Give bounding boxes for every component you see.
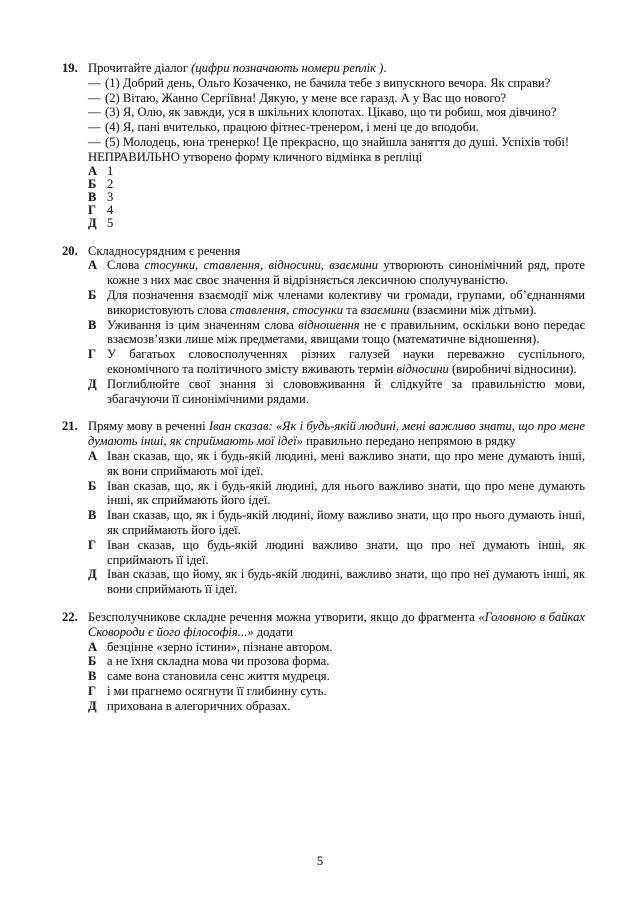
dialog (88, 76, 585, 150)
answer-option-h (88, 538, 585, 568)
question-stem: НЕПРАВИЛЬНО утворено форму кличного відмінка в репліці (88, 149, 423, 164)
option-letter: Д (88, 216, 97, 231)
dialog-line (88, 105, 585, 120)
question-21 (62, 419, 585, 597)
option-letter: В (88, 508, 97, 523)
answer-option-a (88, 165, 585, 178)
option-text: 4 (107, 203, 114, 218)
option-text: Поглиблюйте свої знання зі слововживання й слідкуйте за правильністю мови, збагачуючи її синонімічними рядами. (107, 376, 585, 406)
question-stem: Складносурядним є речення (88, 243, 241, 258)
dialog-text: (2) Вітаю, Жанно Сергіївна! Дякую, у мене все гаразд. А у Вас що нового? (105, 90, 507, 105)
option-text: Уживання із цим значенням слова відношення не є правильним, оскільки воно передає взаємозв’язки лише між предметами, явищами тощо (математичне відношення). (107, 317, 586, 347)
option-text: Іван сказав, що, як і будь-якій людині, мені важливо знати, що про мене думають інші, як вони сприймають мої ідеї. (107, 448, 585, 478)
answer-options (88, 165, 585, 231)
dialog-line (88, 91, 585, 106)
option-text: прихована в алегоричних образах. (107, 698, 291, 713)
option-text: Іван сказав, що йому, як і будь-якій людині, важливо знати, що про неї думають інші, як вони сприймають її ідеї. (107, 567, 585, 597)
option-letter: А (88, 163, 98, 178)
option-text: Для позначення взаємодії між членами колективу чи громади, групами, об’єднаннями використовують слова ставлення, стосунки та взаємини (взаємини між дітьми). (107, 287, 585, 317)
option-text: Слова стосунки, ставлення, відносини, взаємини утворюють синонімічний ряд, проте кожне з них має своє значення й відрізняється лексичною сполучуваністю. (107, 258, 585, 288)
option-letter: Г (88, 683, 97, 698)
dialog-text: (5) Молодець, юна тренерко! Це прекрасно, що знайшла заняття до душі. Успіхів тобі! (105, 134, 570, 149)
page-number: 5 (316, 854, 324, 869)
dialog-text: (3) Я, Олю, як завжди, уся в шкільних клопотах. Цікаво, що ти робиш, моя дівчино? (105, 105, 557, 120)
answer-option-d (88, 217, 585, 230)
answer-option-b (88, 288, 585, 318)
answer-option-h (88, 347, 585, 377)
answer-option-v (88, 508, 585, 538)
answer-options (88, 640, 585, 714)
option-text: 2 (107, 176, 114, 191)
answer-option-v (88, 191, 585, 204)
dialog-dash: — (88, 134, 101, 149)
option-text: У багатьох словосполученнях різних галузей науки переважно суспільного, економічного та політичного змісту вживають термін відносини (виробничі відносини). (107, 347, 585, 376)
answer-option-a (88, 640, 585, 655)
answer-option-v (88, 669, 585, 684)
answer-options (88, 449, 585, 597)
option-text: а не їхня складна мова чи прозова форма. (107, 654, 330, 669)
option-letter: Г (88, 537, 97, 552)
option-letter: Б (88, 176, 97, 191)
option-letter: Г (88, 203, 97, 218)
option-text: Іван сказав, що, як і будь-якій людині, йому важливо знати, що про нього думають інші, як сприймають його ідеї. (107, 508, 585, 537)
answer-options (88, 258, 585, 406)
dialog-text: (4) Я, пані вчителько, працюю фітнес-тренером, і мені це до вподоби. (105, 120, 479, 135)
answer-option-b (88, 479, 585, 509)
option-letter: Г (88, 347, 97, 362)
dialog-dash: — (88, 90, 101, 105)
option-letter: А (88, 639, 98, 654)
dialog-text: (1) Добрий день, Ольго Козаченко, не бачила тебе з випускного вечора. Як справи? (105, 75, 551, 90)
dialog-line (88, 120, 585, 135)
option-letter: А (88, 448, 98, 463)
option-letter: Д (88, 567, 97, 582)
option-letter: Д (88, 376, 97, 391)
question-22 (62, 610, 585, 714)
option-letter: А (88, 258, 98, 273)
answer-option-b (88, 178, 585, 191)
answer-option-h (88, 204, 585, 217)
dialog-dash: — (88, 75, 101, 90)
option-text: саме вона становила сенс життя мудреця. (107, 669, 330, 684)
answer-option-d (88, 699, 585, 714)
option-letter: Б (88, 287, 97, 302)
option-text: 1 (107, 163, 114, 178)
option-letter: В (88, 669, 97, 684)
dialog-line (88, 135, 585, 150)
question-number: 19. (62, 61, 78, 75)
answer-option-d (88, 377, 585, 407)
option-letter: В (88, 317, 97, 332)
option-text: і ми прагнемо осягнути її глибинну суть. (107, 683, 327, 698)
answer-option-b (88, 654, 585, 669)
option-text: безцінне «зерно істини», пізнане автором. (107, 639, 333, 654)
question-number: 22. (62, 609, 78, 624)
question-20 (62, 244, 585, 407)
option-letter: Б (88, 654, 97, 669)
question-intro: Прочитайте діалог (цифри позначають номери реплік ). (88, 61, 387, 75)
answer-option-v (88, 318, 585, 348)
answer-option-h (88, 684, 585, 699)
dialog-line (88, 76, 585, 91)
option-text: Іван сказав, що, як і будь-якій людині, для нього важливо знати, що про мене думають інші, як сприймають його ідеї. (107, 478, 585, 508)
question-number: 21. (62, 419, 78, 434)
dialog-dash: — (88, 120, 101, 135)
answer-option-d (88, 567, 585, 597)
option-letter: Б (88, 478, 97, 493)
answer-option-a (88, 449, 585, 479)
question-19 (62, 61, 585, 231)
option-letter: В (88, 189, 97, 204)
option-text: Іван сказав, що будь-якій людині важливо знати, що про неї думають інші, як сприймають її ідеї. (107, 537, 585, 567)
dialog-dash: — (88, 105, 101, 120)
question-number: 20. (62, 243, 78, 258)
option-text: 5 (107, 216, 114, 231)
answer-option-a (88, 258, 585, 288)
question-intro: Пряму мову в реченні Іван сказав: «Як і будь-якій людині, мені важливо знати, що про мене думають інші, як сприймають мої ідеї» правильно передано непрямою в рядку (88, 419, 585, 449)
option-text: 3 (107, 189, 114, 204)
option-letter: Д (88, 698, 97, 713)
question-intro: Безсполучникове складне речення можна утворити, якщо до фрагмента «Головною в байках Сковороди є його філософія...» додати (88, 609, 586, 639)
